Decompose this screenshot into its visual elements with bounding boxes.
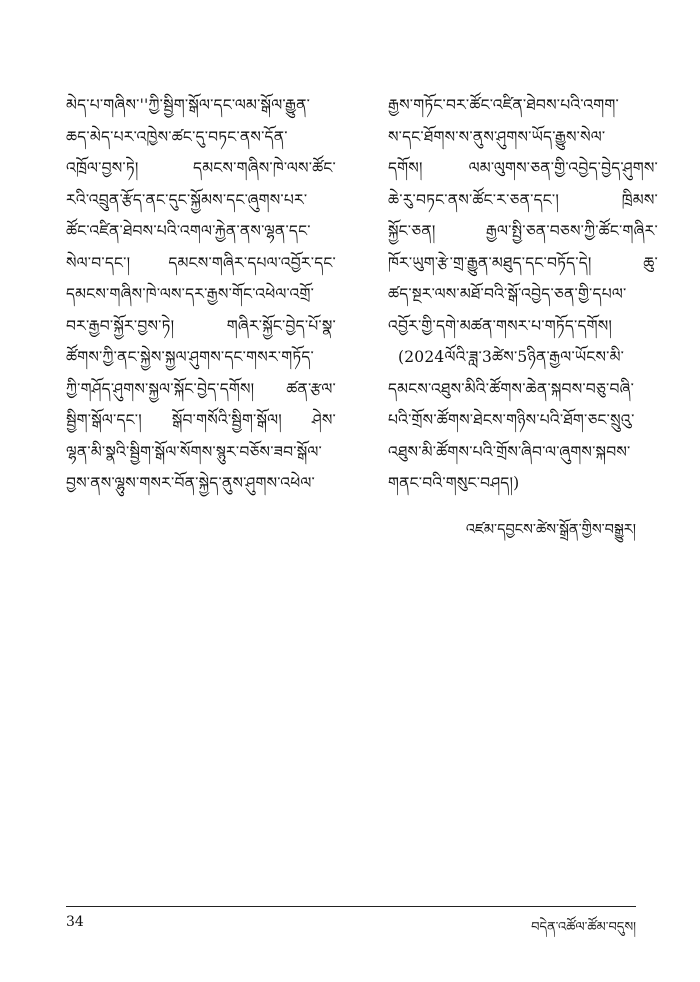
text-line: འཁྲོལ་བྱས་ཏེ། དམངས་གཞིས་ཁེ་ལས་ཚོང་: [66, 159, 336, 177]
text-line: ཆེ་རུ་བཏང་ནས་ཚོང་ར་ཅན་དང་། ཁྲིམས་: [388, 190, 658, 209]
left-text-column: [66, 90, 336, 500]
running-footer-title: བདེན་འཚོལ་ཚོམ་བདུས།: [531, 920, 636, 935]
text-line: ཁོར་ཡུག་རྩེ་གྲ་རྒྱུན་མཐུད་དང་བཏོད་དེ། ཆུ་: [388, 253, 658, 272]
text-line: སྦྱིག་སྒོལ་དང་། སྒོབ་གསོའི་སྦྱིག་སྒོལ། ཤེས་: [66, 411, 336, 429]
text-line: ཚད་སྔར་ལས་མཐོ་བའི་སྒོ་འབྱེད་ཅན་གྱི་དཔལ་: [388, 285, 627, 303]
text-line: བྱས་ནས་ལྷུས་གསར་བོན་སྐྱེད་ནུས་ཤུགས་འཕེལ་: [66, 474, 315, 492]
page-number: 34: [66, 914, 84, 930]
text-line: དམངས་གཞིས་ཁེ་ལས་དར་རྒྱས་གོང་འཕེལ་འགྲོ་: [66, 285, 315, 303]
text-line: རའི་འབྲུན་རྩོད་ནང་དུང་སྐྱོམས་དང་ཞུགས་པར་: [66, 190, 308, 209]
text-line: ཆད་མེད་པར་འཁྱེས་ཚང་དུ་བཏང་ནས་དོན་: [66, 127, 288, 146]
text-line: རྒྱས་གཏོང་བར་ཚོང་འཛིན་ཐེབས་པའི་འགག་: [388, 96, 619, 114]
source-note-line: པའི་གྲོས་ཚོགས་ཐེངས་གཉིས་པའི་ཐོག་ཅང་སྲུའུ་: [388, 411, 635, 429]
source-note-line: གནང་བའི་གསུང་བཤད།): [388, 474, 520, 492]
text-line: ཀྱི་གཤོད་ཤུགས་སྐྱལ་སྐོང་བྱེད་དགོས། ཚན་རྩལ་: [66, 379, 336, 398]
text-line: སེལ་བ་དང་། དམངས་གཞིར་དཔལ་འབྱོར་དང་: [66, 253, 336, 272]
text-line: ཚོགས་ཀྱི་ནང་སྐྱེས་སྐྱལ་ཤུགས་དང་གསར་གཏོད་: [66, 348, 314, 366]
footer-divider: [66, 906, 636, 907]
text-line: ས་དང་ཐོགས་ས་ནུས་ཤུགས་ཡོད་རྒྱུས་སེལ་: [388, 127, 606, 146]
text-line: འབྱོར་གྱི་དགེ་མཚན་གསར་པ་གཏོད་དགོས།: [388, 316, 613, 335]
translator-signature: འཛམ་དབྱངས་ཚེས་སྒྲོན་གྱིས་བསྒྱུར།: [465, 522, 636, 538]
source-note-line: དམངས་འཐུས་མིའི་ཚོགས་ཆེན་སྐབས་བཅུ་བཞི་: [388, 379, 635, 398]
text-line: སྐྱོང་ཅན། རྒྱལ་སྤྱི་ཅན་བཅས་ཀྱི་ཚོང་གཞིར་: [388, 222, 658, 240]
text-line: ལྷན་མི་སྣའི་སྦྱིག་སྒོལ་སོགས་སྙུར་བཅོས་ཟབ་སྒོལ་: [66, 442, 322, 461]
right-text-column: [388, 90, 658, 500]
source-note-line: (2024ལོའི་ཟླ་3ཚེས་5ཉིན་རྒྱལ་ཡོངས་མི་: [398, 348, 625, 366]
text-line: ཚོང་འཛིན་ཐེབས་པའི་འགལ་རྐྱེན་ནས་ལྷན་དང་: [66, 222, 311, 240]
text-line: མེད་པ་གཞིས་''ཀྱི་སྦྱིག་སྒོལ་དང་ལམ་སྒོལ་རྒྱུན་: [66, 96, 311, 114]
text-line: བར་རྒྱབ་སྐྱོར་བྱས་ཏེ། གཞིར་སྐྱོང་བྱེད་པོ་སྣ་: [66, 316, 336, 335]
source-note-line: འཐུས་མི་ཚོགས་པའི་གྲོས་ཞིབ་ལ་ཞུགས་སྐབས་: [388, 442, 631, 461]
text-line: དགོས། ལམ་ལུགས་ཅན་གྱི་འབྱེད་བྱེད་ཤུགས་: [388, 159, 658, 177]
